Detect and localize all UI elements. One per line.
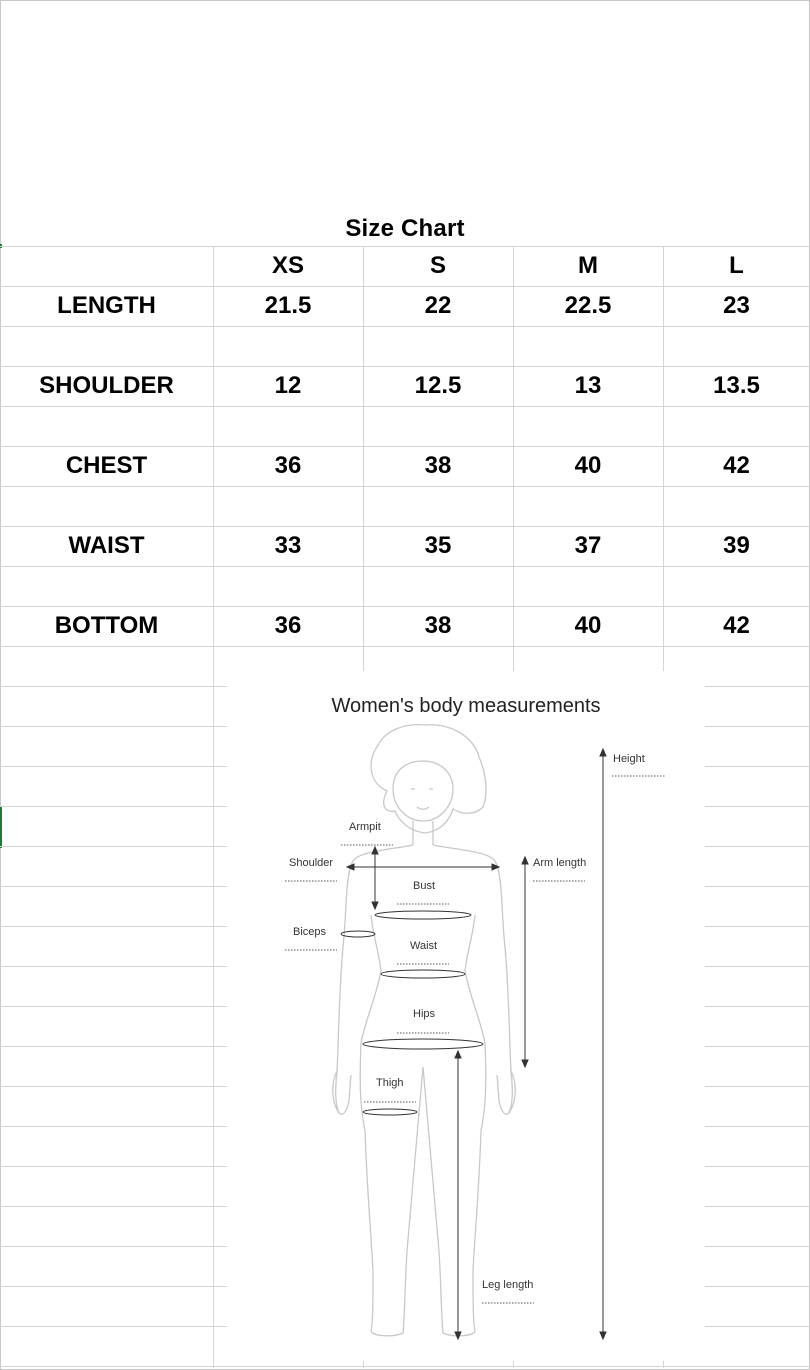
- table-cell: 37: [574, 532, 602, 559]
- table-cell: 35: [424, 532, 452, 559]
- arm-length-label: Arm length: [533, 857, 587, 869]
- row-label: WAIST: [68, 532, 145, 559]
- table-cell: 13.5: [713, 372, 760, 399]
- woman-silhouette-icon: [333, 725, 516, 1336]
- column-header: [0, 246, 213, 286]
- table-cell: 13: [574, 372, 602, 399]
- column-header: XS: [271, 252, 304, 279]
- table-cell: 12: [274, 372, 302, 399]
- selection-marker: [0, 806, 2, 848]
- table-cell: [213, 486, 363, 526]
- table-cell: 39: [723, 532, 750, 559]
- thigh-label: Thigh: [376, 1077, 404, 1089]
- table-cell: 38: [424, 452, 452, 479]
- table-cell: [363, 406, 513, 446]
- armpit-label: Armpit: [349, 821, 381, 833]
- table-cell: [513, 566, 663, 606]
- bust-ring: [375, 911, 471, 919]
- row-label: [0, 406, 213, 446]
- column-header: L: [729, 252, 744, 279]
- height-label: Height: [613, 753, 645, 765]
- diagram-title: Women's body measurements: [331, 695, 601, 717]
- row-label: [0, 566, 213, 606]
- table-cell: [663, 326, 810, 366]
- table-cell: 33: [274, 532, 302, 559]
- table-cell: 42: [723, 452, 750, 479]
- waist-ring: [381, 970, 465, 978]
- table-cell: [663, 406, 810, 446]
- table-cell: 40: [574, 452, 602, 479]
- table-cell: 22.5: [564, 292, 612, 319]
- table-cell: [513, 406, 663, 446]
- table-cell: [363, 486, 513, 526]
- leg-length-label: Leg length: [482, 1279, 534, 1291]
- table-cell: [213, 566, 363, 606]
- row-label: LENGTH: [57, 292, 156, 319]
- row-label: [0, 326, 213, 366]
- row-gridline: [0, 1366, 810, 1367]
- thigh-ring: [363, 1109, 417, 1115]
- table-cell: 12.5: [414, 372, 462, 399]
- bust-label: Bust: [413, 880, 436, 892]
- biceps-label: Biceps: [293, 926, 327, 938]
- table-cell: 36: [274, 612, 302, 639]
- row-gridline: [0, 646, 810, 647]
- biceps-ring: [341, 931, 375, 937]
- table-cell: [213, 326, 363, 366]
- column-header: M: [578, 252, 598, 279]
- table-cell: 42: [723, 612, 750, 639]
- table-cell: [513, 486, 663, 526]
- row-label: SHOULDER: [39, 372, 174, 399]
- shoulder-label: Shoulder: [289, 857, 334, 869]
- row-label: CHEST: [65, 452, 148, 479]
- row-label: [0, 486, 213, 526]
- hips-label: Hips: [413, 1008, 436, 1020]
- column-header: S: [429, 252, 446, 279]
- table-cell: 21.5: [264, 292, 312, 319]
- body-measurements-diagram: [227, 671, 705, 1361]
- table-cell: 22: [424, 292, 452, 319]
- table-cell: [213, 406, 363, 446]
- table-cell: [363, 326, 513, 366]
- table-cell: [363, 566, 513, 606]
- table-cell: 38: [424, 612, 452, 639]
- table-cell: 23: [723, 292, 750, 319]
- size-chart-title: Size Chart: [345, 215, 465, 242]
- table-cell: 36: [274, 452, 302, 479]
- row-label: BOTTOM: [54, 612, 159, 639]
- table-cell: [513, 326, 663, 366]
- table-cell: [663, 566, 810, 606]
- table-cell: [663, 486, 810, 526]
- hips-ring: [363, 1039, 483, 1049]
- table-cell: 40: [574, 612, 602, 639]
- body-figure-svg: [227, 671, 705, 1361]
- waist-label: Waist: [410, 940, 438, 952]
